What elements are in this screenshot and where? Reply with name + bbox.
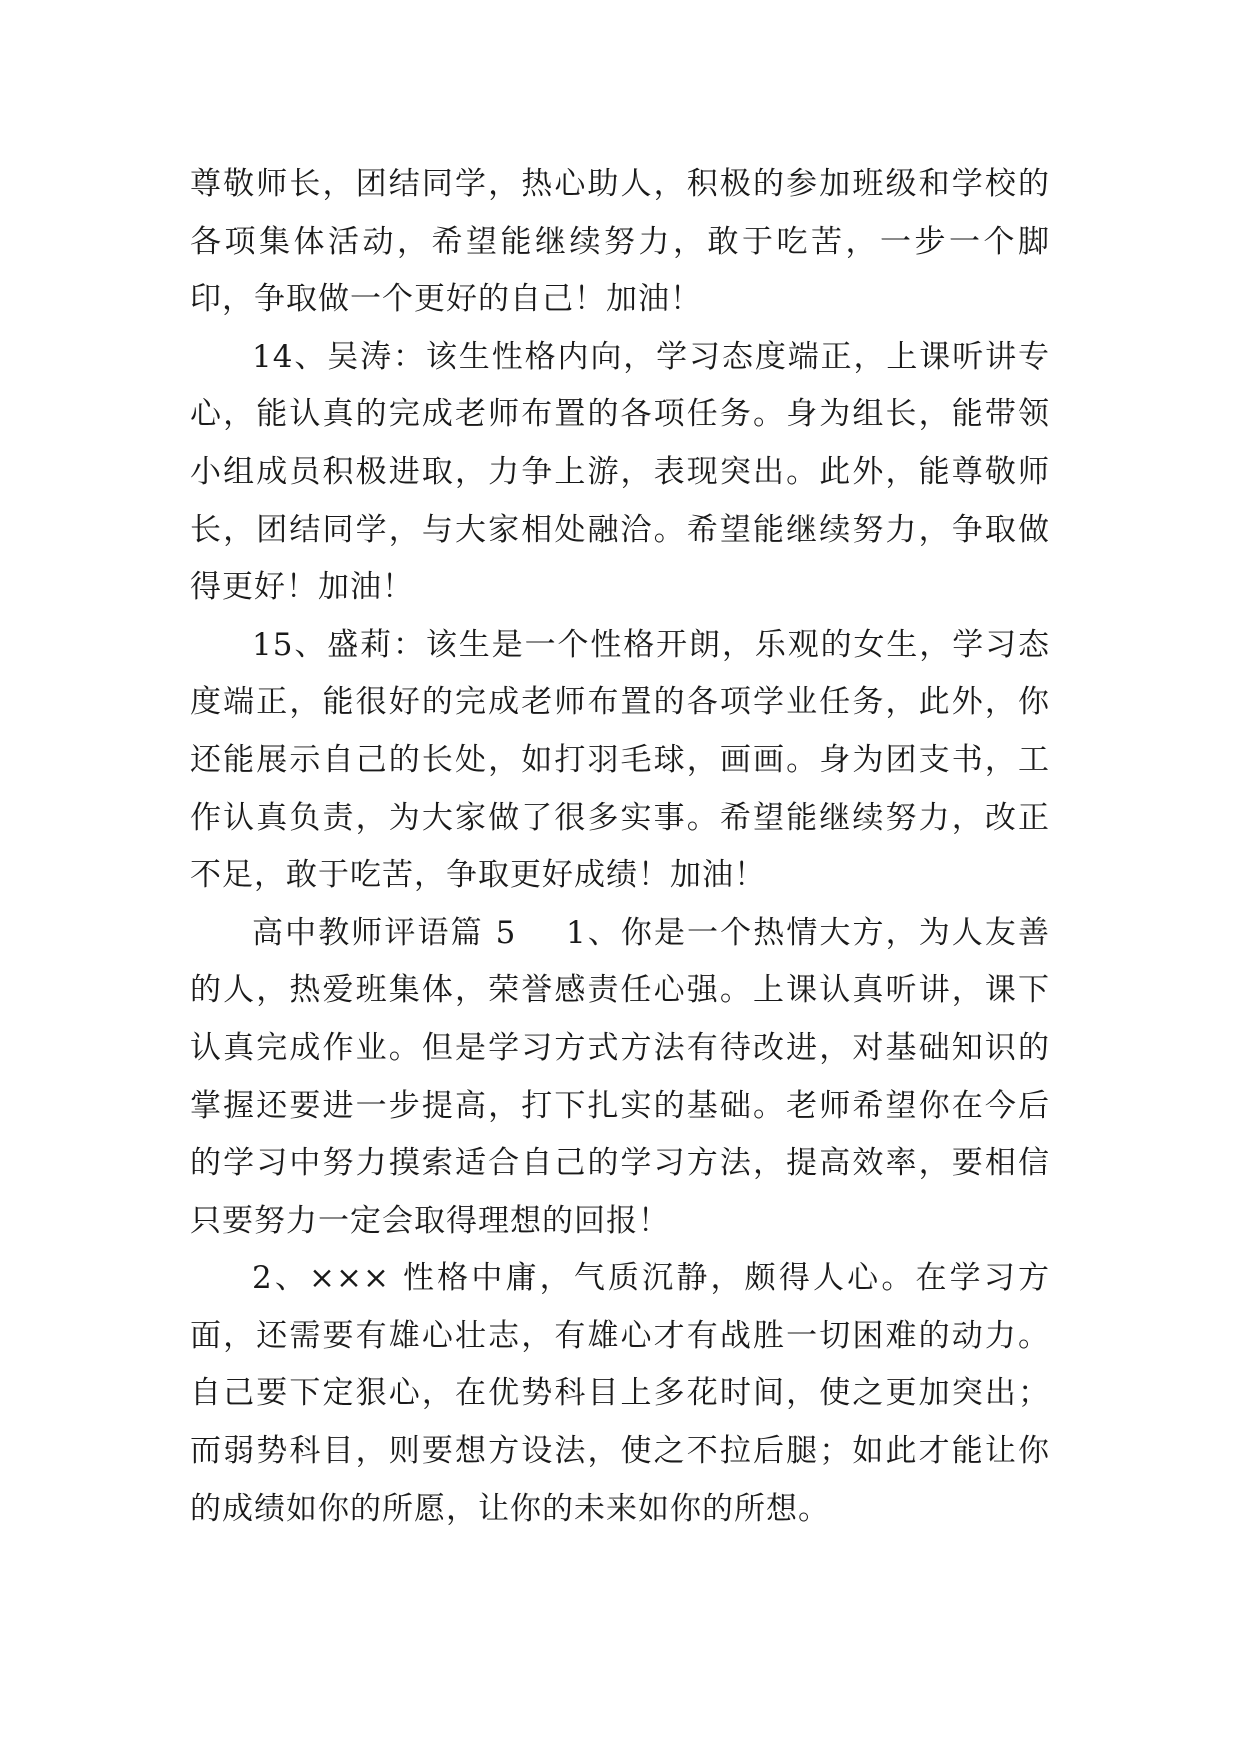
paragraph-continuation: [190, 156, 1050, 329]
paragraph-section-5: [190, 905, 1050, 1251]
paragraph-text: 2、××× 性格中庸，气质沉静，颇得人心。在学习方面，还需要有雄心壮志，有雄心才有战胜一切困难的动力。自己要下定狠心，在优势科目上多花时间，使之更加突出；而弱势科目，则要想方设法，使之不拉后腿；如此才能让你的成绩如你的所愿，让你的未来如你的所想。: [190, 1260, 1050, 1527]
paragraph-text: 1、你是一个热情大方，为人友善的人，热爱班集体，荣誉感责任心强。上课认真听讲，课下认真完成作业。但是学习方式方法有待改进，对基础知识的掌握还要进一步提高，打下扎实的基础。老师希望你在今后的学习中努力摸索适合自己的学习方法，提高效率，要相信只要努力一定会取得理想的回报！: [190, 914, 1050, 1239]
paragraph-comment-14: [190, 329, 1050, 617]
document-body: [190, 156, 1050, 1538]
paragraph-text: 14、吴涛：该生性格内向，学习态度端正，上课听讲专心，能认真的完成老师布置的各项任务。身为组长，能带领小组成员积极进取，力争上游，表现突出。此外，能尊敬师长，团结同学，与大家相处融洽。希望能继续努力，争取做得更好！加油！: [190, 338, 1050, 606]
paragraph-comment-15: [190, 617, 1050, 905]
section-heading: 高中教师评语篇 5: [252, 914, 517, 951]
paragraph-comment-2: [190, 1250, 1050, 1538]
paragraph-text: 15、盛莉：该生是一个性格开朗，乐观的女生，学习态度端正，能很好的完成老师布置的各项学业任务，此外，你还能展示自己的长处，如打羽毛球，画画。身为团支书，工作认真负责，为大家做了很多实事。希望能继续努力，改正不足，敢于吃苦，争取更好成绩！加油！: [190, 626, 1050, 894]
paragraph-text: 尊敬师长，团结同学，热心助人，积极的参加班级和学校的各项集体活动，希望能继续努力，敢于吃苦，一步一个脚印，争取做一个更好的自己！加油！: [190, 166, 1050, 318]
